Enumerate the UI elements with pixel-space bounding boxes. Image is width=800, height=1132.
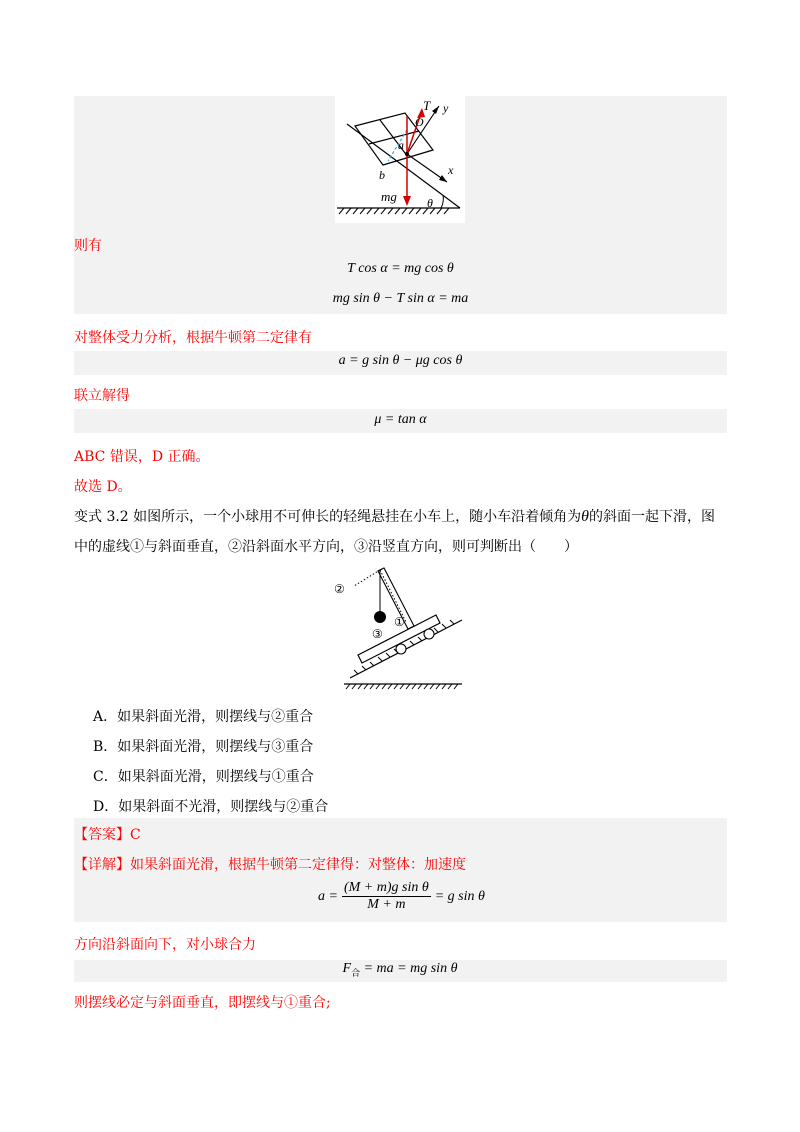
label-circle-3: ③ <box>372 627 383 641</box>
eq5-denominator: M + m <box>367 897 406 912</box>
label-x: x <box>448 163 454 177</box>
label-circle-1: ① <box>394 615 405 629</box>
question-text-a: 变式 3.2 如图所示，一个小球用不可伸长的轻绳悬挂在小车上，随小车沿着倾角为 <box>74 509 582 525</box>
label-y: y <box>443 101 449 115</box>
choose-d-text: 故选 D。 <box>74 479 132 495</box>
label-mg: mg <box>381 189 397 204</box>
eq5-numerator: (M + m)g sin θ <box>343 880 429 895</box>
equation-1: T cos α = mg cos θ <box>347 261 454 276</box>
direction-text: 方向沿斜面向下，对小球合力 <box>74 937 256 953</box>
equation-2: mg sin θ − T sin α = ma <box>332 291 469 306</box>
label-O: O <box>415 115 424 129</box>
question-line-1 <box>74 506 715 526</box>
then-text: 则有 <box>74 238 102 254</box>
eq5-fraction <box>342 880 431 913</box>
incline-force-figure <box>335 96 465 223</box>
answer-text: 【答案】C <box>74 827 141 843</box>
eq6-sub: 合 <box>351 967 361 978</box>
whole-analysis-text: 对整体受力分析，根据牛顿第二定律有 <box>74 330 312 346</box>
label-theta: θ <box>427 196 433 210</box>
label-circle-2: ② <box>334 582 345 596</box>
equation-5 <box>318 880 485 913</box>
option-a[interactable]: A．如果斜面光滑，则摆线与②重合 <box>93 709 314 725</box>
eq6-rest: = ma = mg sin θ <box>360 961 458 976</box>
theta-symbol: θ <box>581 508 590 525</box>
detail-text: 【详解】如果斜面光滑，根据牛顿第二定律得：对整体：加速度 <box>74 857 466 873</box>
label-a: a <box>398 138 404 152</box>
label-T: T <box>423 98 431 113</box>
equation-4: μ = tan α <box>374 412 427 427</box>
equation-6 <box>0 961 800 979</box>
option-d[interactable]: D．如果斜面不光滑，则摆线与②重合 <box>93 799 329 815</box>
question-line-2: 中的虚线①与斜面垂直，②沿斜面水平方向，③沿竖直方向，则可判断出（ ） <box>74 539 578 555</box>
solve-text: 联立解得 <box>74 388 130 404</box>
question-text-b: 的斜面一起下滑，图 <box>589 509 716 525</box>
option-b[interactable]: B．如果斜面光滑，则摆线与③重合 <box>93 739 314 755</box>
eq5-rhs: = g sin θ <box>434 888 485 904</box>
eq6-F: F <box>342 961 352 976</box>
final-text: 则摆线必定与斜面垂直，即摆线与①重合; <box>74 995 331 1011</box>
cart-pendulum-figure <box>330 560 470 690</box>
option-c[interactable]: C．如果斜面光滑，则摆线与①重合 <box>93 769 314 785</box>
eq5-lhs: a = <box>318 888 338 904</box>
abc-wrong-text: ABC 错误，D 正确。 <box>74 449 210 465</box>
label-b: b <box>379 168 385 182</box>
equation-3: a = g sin θ − μg cos θ <box>338 353 463 368</box>
